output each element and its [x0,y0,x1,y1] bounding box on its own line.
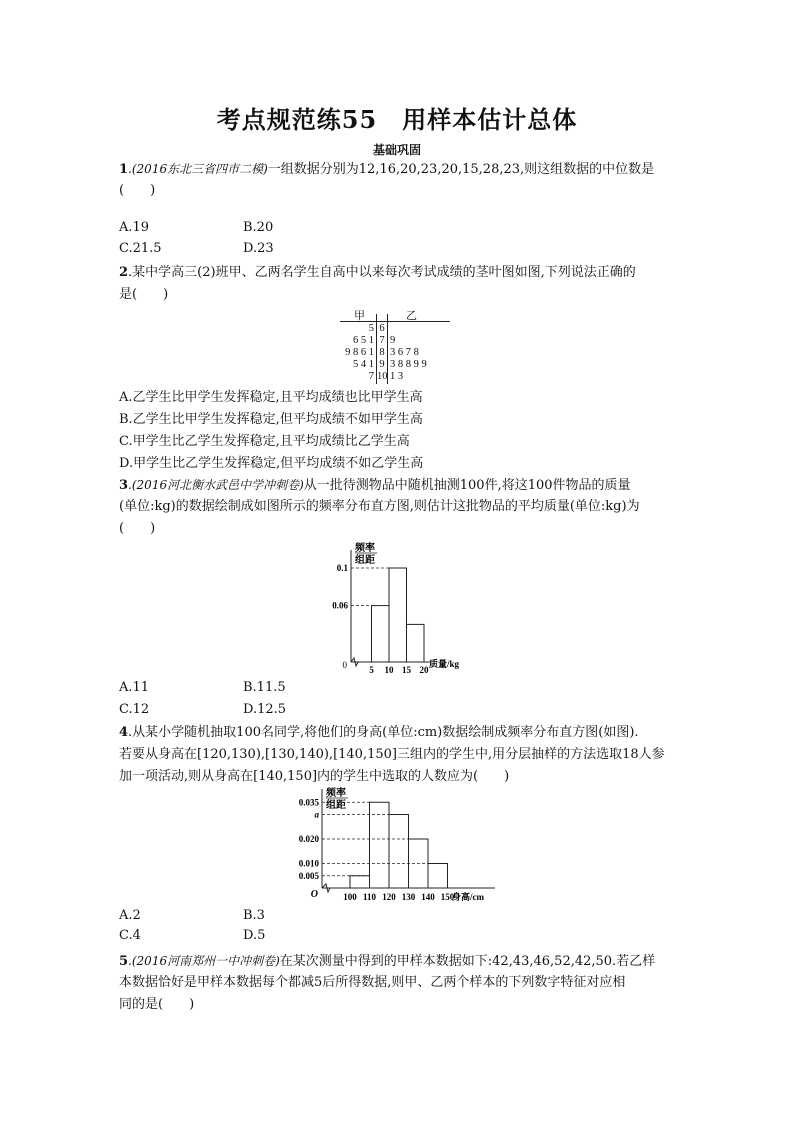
question-3-line-1 [119,474,679,497]
x-tick-label: 150 [440,892,455,902]
x-tick-label: 15 [402,665,411,673]
question-5-line-2: 本数据恰好是甲样本数据每个都减5后所得数据,则甲、乙两个样本的下列数字特征对应相 [119,975,626,990]
histogram-bar [389,815,409,889]
x-axis-label: 质量/kg [429,659,460,669]
y-label-top: 频率 [326,788,346,799]
x-tick-label: 130 [401,892,416,902]
stem-leaf-left-leaves: 9 8 6 1 [345,347,374,358]
y-label-top: 频率 [355,543,375,554]
x-tick-label: 20 [419,665,429,673]
q3-option-c: C.12 [119,702,150,717]
x-tick-label: 100 [343,892,357,902]
question-text: 在某次测量中得到的甲样本数据如下:42,43,46,52,42,50.若乙样 [279,954,656,969]
question-number: 2 [119,265,129,280]
question-5-line-3: 同的是( ) [119,997,195,1012]
histogram-bar [370,802,390,888]
stem-leaf-left-leaves: 6 5 1 [353,335,374,346]
q3-option-b: B.11.5 [243,680,286,695]
y-tick-label: 0.020 [298,834,319,844]
question-source: .(2016河北衡水武邑中学冲刺卷) [128,478,304,492]
question-3-line-2: (单位:kg)的数据绘制成如图所示的频率分布直方图,则估计这批物品的平均质量(单位:kg)为 [119,499,640,514]
y-tick-label: 0.1 [336,563,348,573]
question-text: .某中学高三(2)班甲、乙两名学生自高中以来每次考试成绩的茎叶图如图,下列说法正确的 [128,265,636,280]
q1-option-c: C.21.5 [119,241,162,256]
height-histogram [280,785,510,907]
page-title: 考点规范练55 用样本估计总体 [216,105,578,134]
mass-histogram [320,538,480,673]
q2-option-a: A.乙学生比甲学生发挥稳定,且平均成绩也比甲学生高 [119,390,423,405]
q3-option-d: D.12.5 [243,702,287,717]
stem-leaf-header-right: 乙 [406,310,417,322]
question-5-line-1 [119,950,679,973]
question-source: .(2016河南郑州一中冲刺卷) [128,954,280,968]
stem-leaf-stem: 10 [377,371,388,382]
question-number: 4 [119,725,129,740]
y-tick-label: 0.035 [298,797,319,808]
histogram-bar [389,568,407,662]
stem-leaf-left-leaves: 5 [368,323,374,334]
question-1-line-2: ( ) [119,183,156,198]
question-text: 一组数据分别为12,16,20,23,20,15,28,23,则这组数据的中位数是 [267,162,655,177]
section-heading: 基础巩固 [372,143,421,157]
question-4-line-3: 加一项活动,则从身高在[140,150]内的学生中选取的人数应为( ) [119,769,510,784]
stem-leaf-left-leaves: 7 [368,371,374,382]
question-text: 从一批待测物品中随机抽测100件,将这100件物品的质量 [303,478,631,493]
x-tick-label: 10 [384,665,394,673]
question-text: .从某小学随机抽取100名同学,将他们的身高(单位:cm)数据绘制成频率分布直方图(如图). [128,725,639,740]
stem-leaf-plot [340,307,450,385]
question-2-line-1 [119,262,679,284]
question-4-line-2: 若要从身高在[120,130),[130,140),[140,150]三组内的学生中,用分层抽样的方法选取18人参 [119,747,665,762]
y-tick-label: 0.06 [332,600,348,611]
q1-option-a: A.19 [119,220,150,235]
q4-option-c: C.4 [119,928,141,943]
y-tick-label: 0.005 [298,870,319,881]
q1-option-d: D.23 [243,241,274,256]
histogram-bar [350,876,370,888]
stem-leaf-right-leaves: 3 8 8 9 9 [390,359,427,370]
q3-option-a: A.11 [119,680,150,695]
question-1-line-1 [119,158,679,181]
x-tick-label: 5 [369,665,374,673]
stem-leaf-right-leaves: 3 6 7 8 [390,347,419,358]
stem-leaf-stem: 8 [379,347,385,358]
x-tick-label: 120 [382,892,396,902]
q4-option-d: D.5 [243,928,266,943]
stem-leaf-stem: 6 [379,323,385,334]
x-tick-label: 110 [362,892,377,902]
stem-leaf-left-leaves: 5 4 1 [353,359,374,370]
question-number: 3 [119,478,129,493]
origin-label: O [310,889,318,900]
q1-option-b: B.20 [243,220,274,235]
stem-leaf-stem: 9 [379,359,385,370]
histogram-bar [372,606,390,662]
q4-option-b: B.3 [243,908,265,923]
x-axis-label: 身高/cm [452,892,484,902]
stem-leaf-right-leaves: 1 3 [390,371,404,382]
y-tick-label: 0.010 [298,858,319,869]
histogram-bar [407,624,425,662]
question-source: .(2016东北三省四市二模) [128,162,268,176]
q2-option-c: C.甲学生比乙学生发挥稳定,且平均成绩比乙学生高 [119,434,410,449]
stem-leaf-right-leaves: 9 [390,335,396,346]
stem-leaf-header-left: 甲 [354,310,365,322]
question-3-line-3: ( ) [119,521,156,536]
y-label-bottom: 组距 [355,555,375,566]
question-2-line-2: 是( ) [119,287,169,302]
y-label-bottom: 组距 [326,800,346,811]
origin-label: 0 [342,660,347,670]
q4-option-a: A.2 [119,908,141,923]
question-number: 5 [119,954,129,969]
question-number: 1 [119,162,129,177]
q2-option-d: D.甲学生比乙学生发挥稳定,但平均成绩不如乙学生高 [119,456,424,471]
question-4-line-1 [119,722,679,744]
q2-option-b: B.乙学生比甲学生发挥稳定,但平均成绩不如甲学生高 [119,412,423,427]
x-tick-label: 140 [421,892,435,902]
histogram-bar [428,864,448,889]
stem-leaf-stem: 7 [379,335,385,346]
y-tick-label: a [314,809,319,820]
